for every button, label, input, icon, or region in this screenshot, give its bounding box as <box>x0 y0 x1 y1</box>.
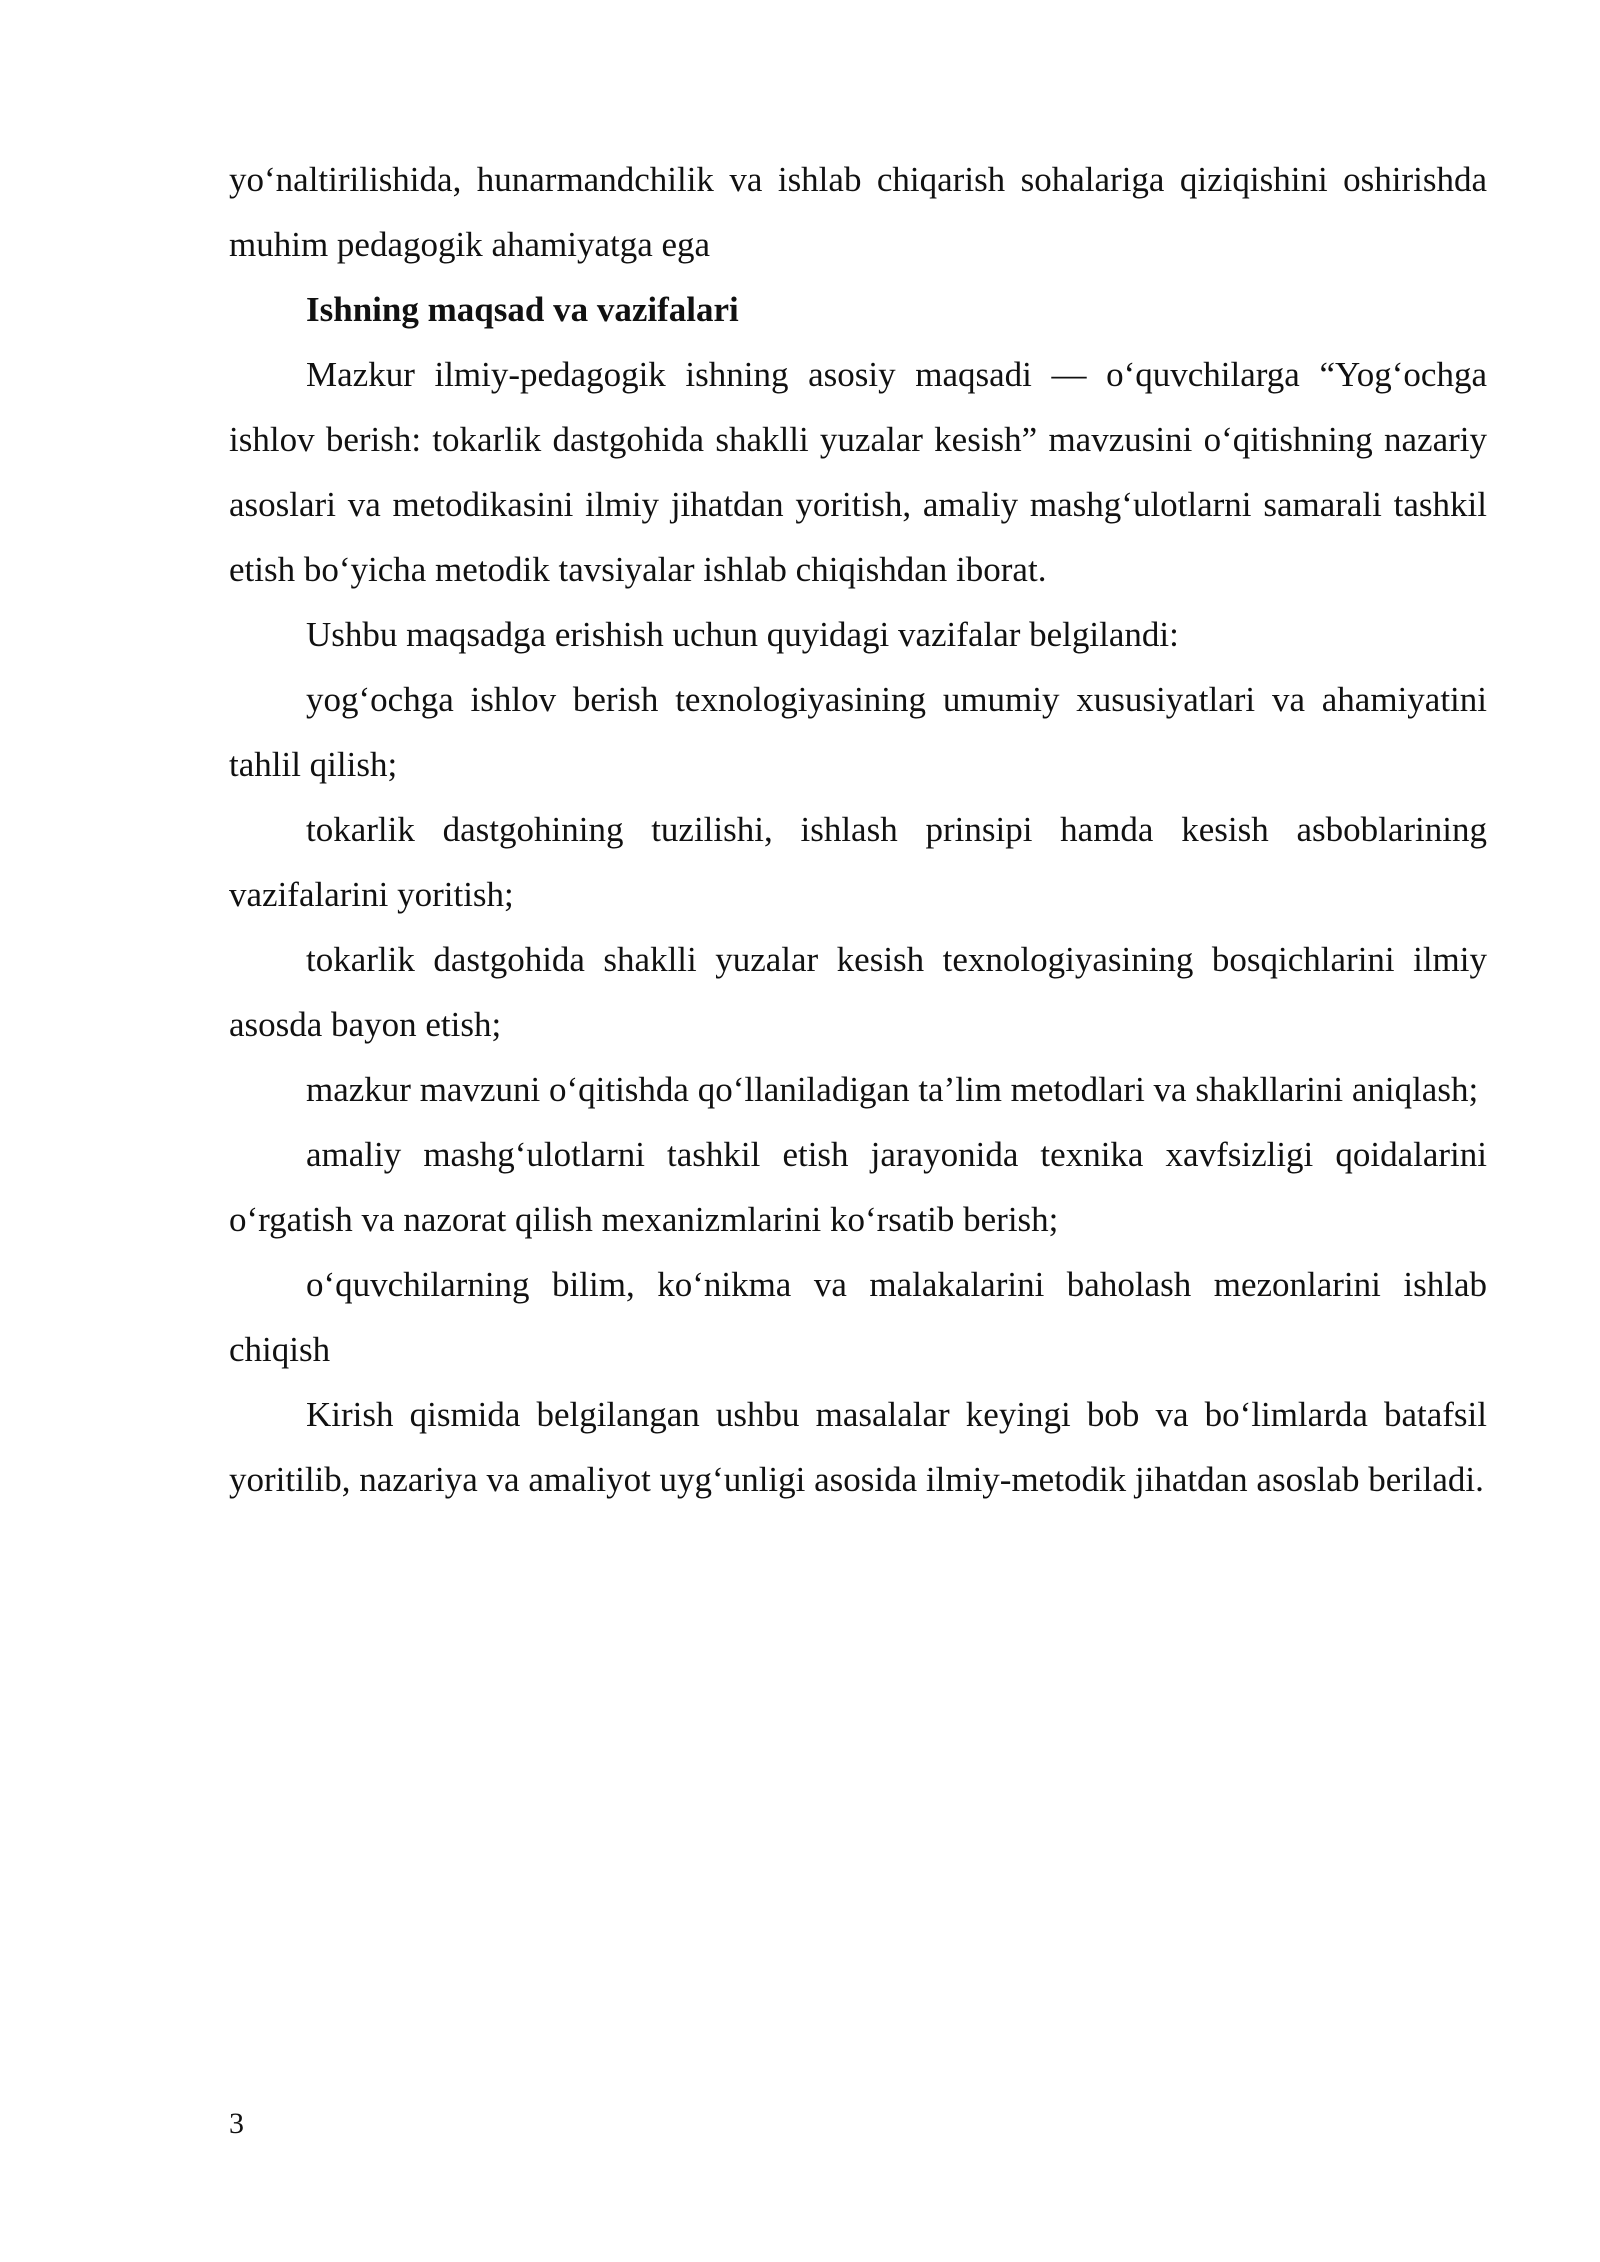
task-item: mazkur mavzuni o‘qitishda qo‘llaniladigan ta’lim metodlari va shakllarini aniqlash; <box>306 1070 1479 1109</box>
task-item: tokarlik dastgohida shaklli yuzalar kesish texnologiyasining bosqichlarini ilmiy asosda bayon etish; <box>229 940 1487 1044</box>
task-item: amaliy mashg‘ulotlarni tashkil etish jarayonida texnika xavfsizligi qoidalarini o‘rgatish va nazorat qilish mexanizmlarini ko‘rsatib berish; <box>229 1135 1487 1239</box>
tasks-intro-paragraph: Ushbu maqsadga erishish uchun quyidagi vazifalar belgilandi: <box>306 615 1179 654</box>
aim-paragraph: Mazkur ilmiy-pedagogik ishning asosiy maqsadi — o‘quvchilarga “Yog‘ochga ishlov berish: tokarlik dastgohida shaklli yuzalar kesish” mavzusini o‘qitishning nazariy asoslari va metodikasini ilmiy jihatdan yoritish, amaliy mashg‘ulotlarni samarali tashkil etish bo‘yicha metodik tavsiyalar ishlab chiqishdan iborat. <box>229 355 1487 589</box>
task-item: yog‘ochga ishlov berish texnologiyasining umumiy xususiyatlari va ahamiyatini tahlil qilish; <box>229 680 1487 784</box>
continued-paragraph: yo‘naltirilishida, hunarmandchilik va ishlab chiqarish sohalariga qiziqishini oshirishda muhim pedagogik ahamiyatga ega <box>229 160 1487 264</box>
section-heading: Ishning maqsad va vazifalari <box>306 290 739 329</box>
task-item: tokarlik dastgohining tuzilishi, ishlash prinsipi hamda kesish asboblarining vazifalarini yoritish; <box>229 810 1487 914</box>
task-item: o‘quvchilarning bilim, ko‘nikma va malakalarini baholash mezonlarini ishlab chiqish <box>229 1265 1487 1369</box>
closing-paragraph: Kirish qismida belgilangan ushbu masalalar keyingi bob va bo‘limlarda batafsil yoritilib, nazariya va amaliyot uyg‘unligi asosida ilmiy-metodik jihatdan asoslab beriladi. <box>229 1395 1487 1499</box>
page-number: 3 <box>229 2107 244 2140</box>
page-body <box>229 147 1487 1512</box>
